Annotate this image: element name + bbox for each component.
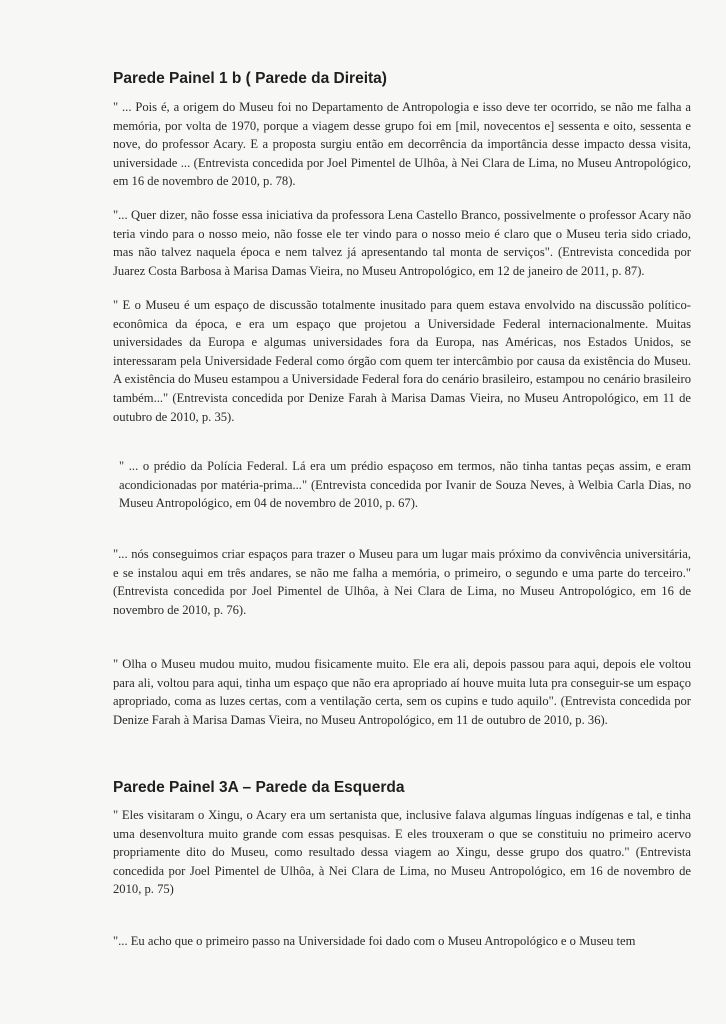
- quote-paragraph: "... Quer dizer, não fosse essa iniciativa da professora Lena Castello Branco, possivelmente o professor Acary não teria vindo para o nosso meio, não fosse ele ter vindo para o nosso meio é claro que o Museu teria sido criado, mas não talvez naquela época e nem talvez já apresentando tal monta de serviços". (Entrevista concedida por Juarez Costa Barbosa à Marisa Damas Vieira, no Museu Antropológico, em 12 de janeiro de 2011, p. 87).: [113, 208, 691, 278]
- quote-paragraph: "... nós conseguimos criar espaços para trazer o Museu para um lugar mais próximo da convivência universitária, e se instalou aqui em três andares, se não me falha a memória, o primeiro, o segundo e uma parte do terceiro." (Entrevista concedida por Joel Pimentel de Ulhôa, à Nei Clara de Lima, no Museu Antropológico, em 16 de novembro de 2010, p. 76).: [113, 547, 691, 617]
- section-heading: Parede Painel 1 b ( Parede da Direita): [113, 70, 387, 87]
- quote-paragraph: " Eles visitaram o Xingu, o Acary era um sertanista que, inclusive falava algumas línguas indígenas e tal, e tinha uma desenvoltura muito grande com essas pesquisas. E eles trouxeram o que se constituiu no primeiro acervo propriamente dito do Museu, como resultado dessa viagem ao Xingu, desse grupo dos quatro." (Entrevista concedida por Joel Pimentel de Ulhôa, à Nei Clara de Lima, no Museu Antropológico, em 16 de novembro de 2010, p. 75): [113, 808, 691, 897]
- quote-paragraph: " ... Pois é, a origem do Museu foi no Departamento de Antropologia e isso deve ter ocorrido, se não me falha a memória, por volta de 1970, porque a viagem desse grupo foi em [mil, novecentos e] sessenta e oito, sessenta e nove, do professor Acary. E a proposta surgiu então em decorrência da importância desse impacto dessa visita, universidade ... (Entrevista concedida por Joel Pimentel de Ulhôa, à Nei Clara de Lima, no Museu Antropológico, em 16 de novembro de 2010, p. 78).: [113, 100, 691, 189]
- quote-paragraph: " Olha o Museu mudou muito, mudou fisicamente muito. Ele era ali, depois passou para aqui, depois ele voltou para ali, voltou para aqui, tinha um espaço que não era apropriado aí houve muita luta pra conseguir-se um espaço apropriado, coma as luzes certas, com a ventilação certa, sem os cupins e tudo aquilo". (Entrevista concedida por Denize Farah à Marisa Damas Vieira, no Museu Antropológico, em 11 de outubro de 2010, p. 36).: [113, 657, 691, 727]
- quote-paragraph: " ... o prédio da Polícia Federal. Lá era um prédio espaçoso em termos, não tinha tantas peças assim, e eram acondicionadas por matéria-prima..." (Entrevista concedida por Ivanir de Souza Neves, à Welbia Carla Dias, no Museu Antropológico, em 04 de novembro de 2010, p. 67).: [119, 459, 691, 511]
- quote-paragraph: " E o Museu é um espaço de discussão totalmente inusitado para quem estava envolvido na discussão político-econômica da época, e era um espaço que projetou a Universidade Federal internacionalmente. Muitas universidades da Europa e algumas universidades fora da Europa, nas Américas, nos Estados Unidos, se interessaram pela Universidade Federal como órgão com quem ter intercâmbio por causa da existência do Museu. A existência do Museu estampou a Universidade Federal fora do cenário brasileiro, estampou no cenário brasileiro também..." (Entrevista concedida por Denize Farah à Marisa Damas Vieira, no Museu Antropológico, em 11 de outubro de 2010, p. 35).: [113, 298, 691, 424]
- section-heading: Parede Painel 3A – Parede da Esquerda: [113, 779, 405, 796]
- quote-paragraph: "... Eu acho que o primeiro passo na Universidade foi dado com o Museu Antropológico e o Museu tem: [113, 934, 636, 948]
